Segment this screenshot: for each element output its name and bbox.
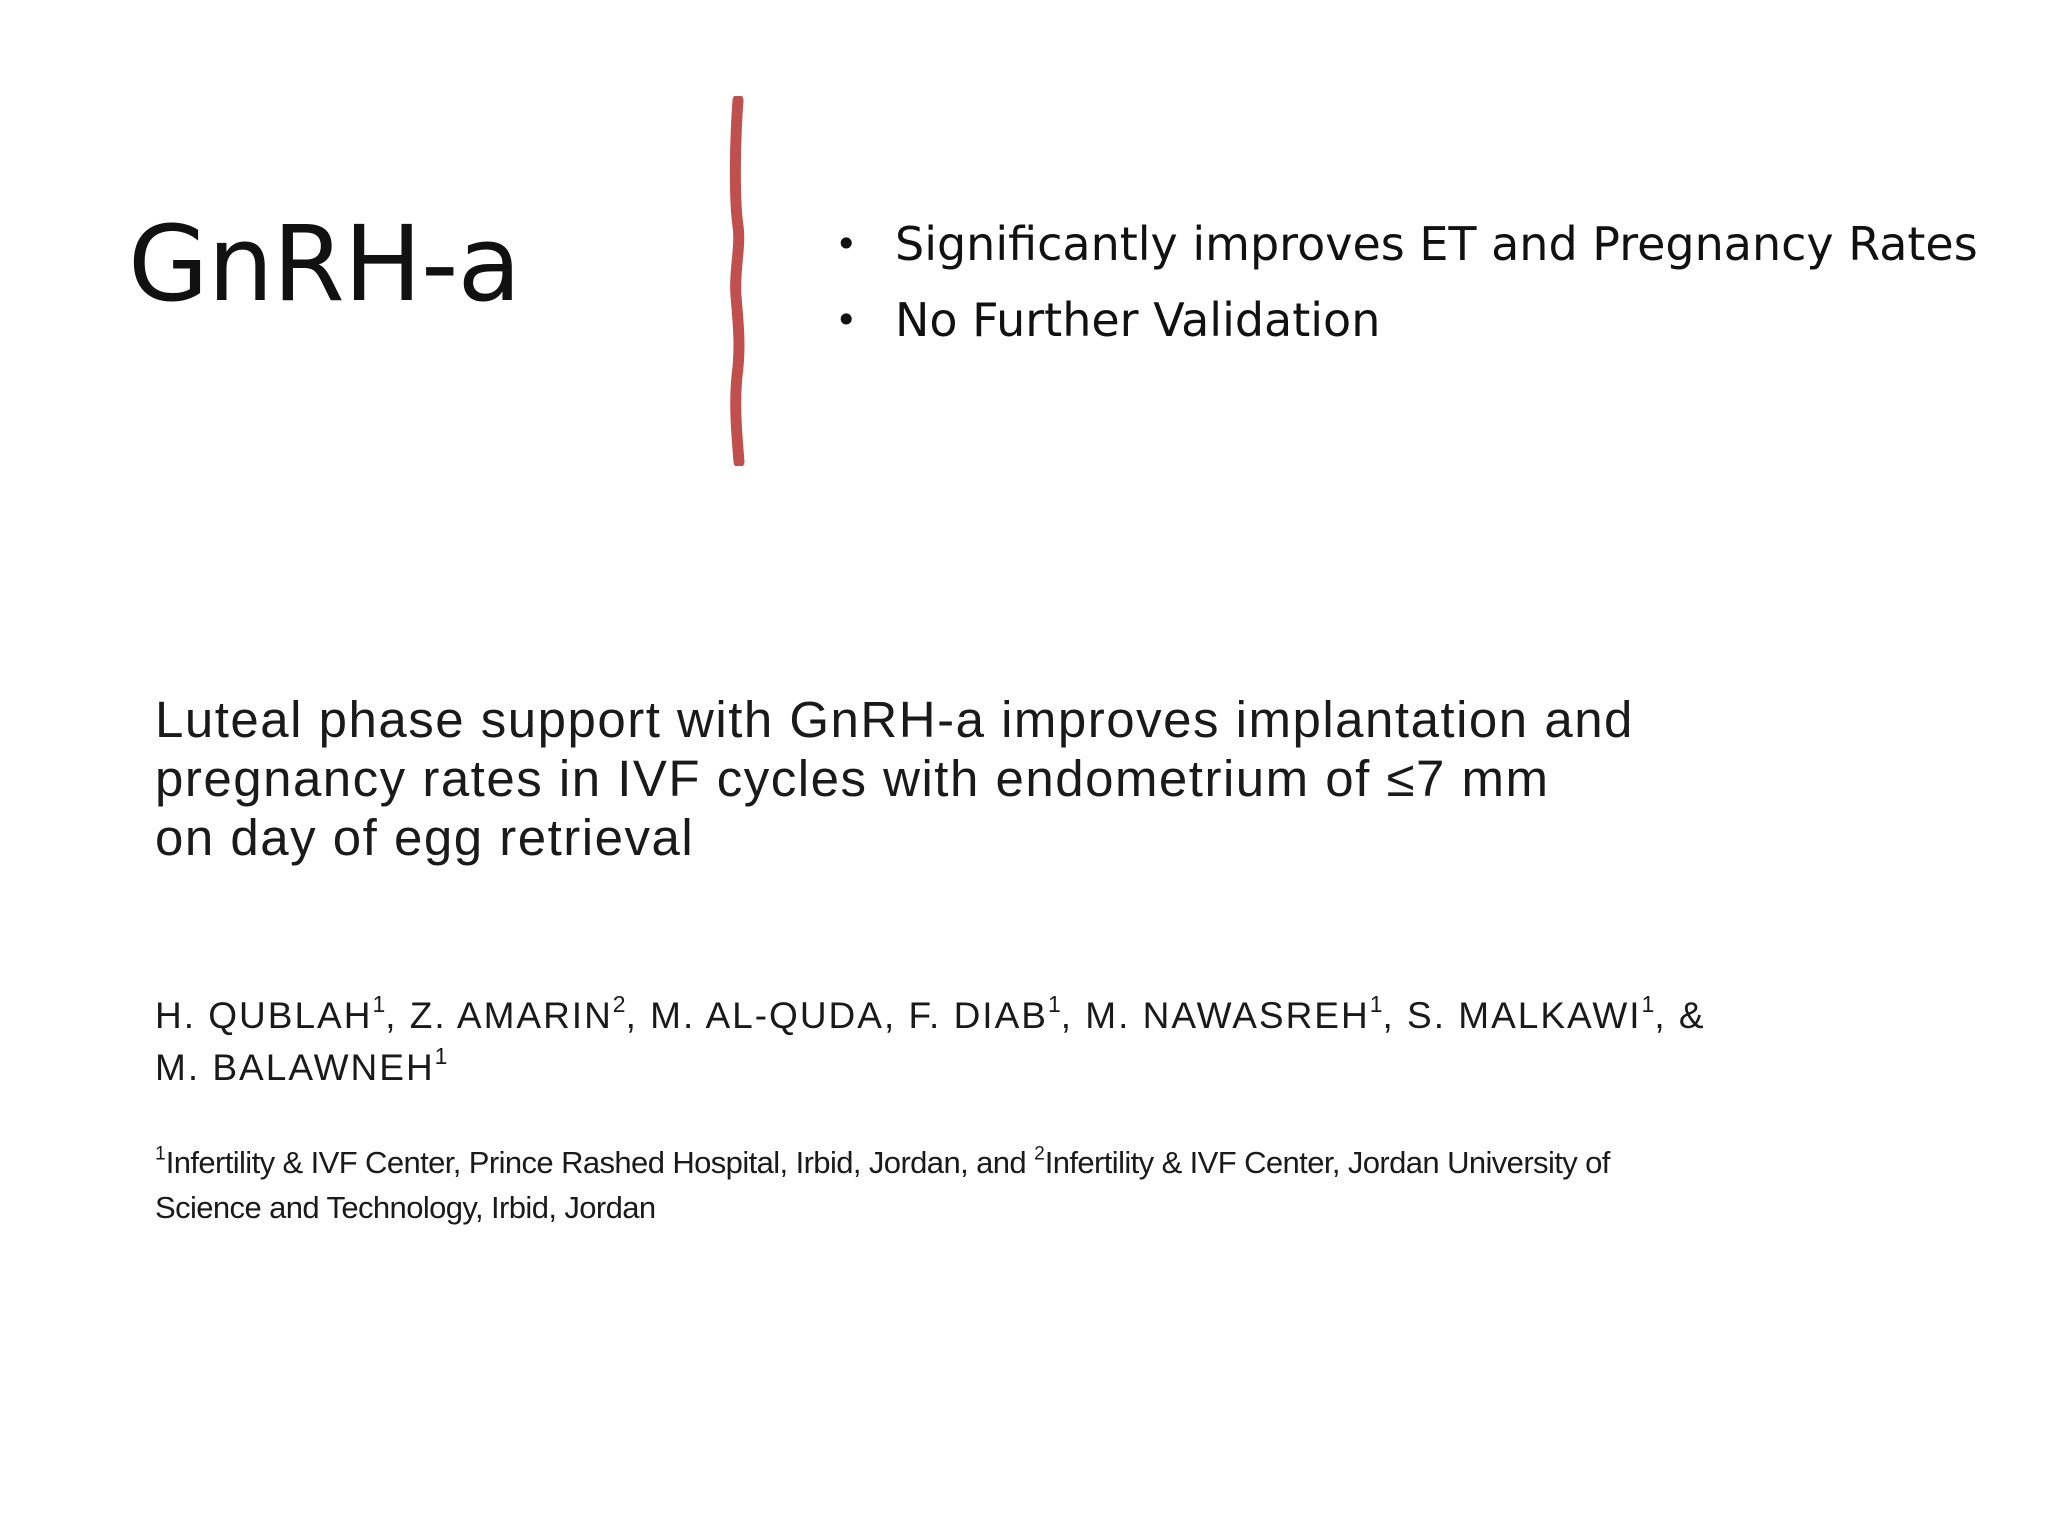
bullet-dot: • <box>835 298 858 342</box>
author-separator: , <box>1382 995 1408 1036</box>
author-separator: , <box>385 995 410 1036</box>
affiliation-text: Infertility & IVF Center, Jordan University of <box>1044 1145 1610 1180</box>
bullet-item <box>835 282 1978 358</box>
author-affiliation-marker: 1 <box>372 990 386 1017</box>
affiliation-line: Science and Technology, Irbid, Jordan <box>155 1190 656 1225</box>
author-line <box>155 1042 1935 1094</box>
affiliation-line <box>155 1140 1935 1185</box>
affiliation-marker: 1 <box>155 1143 166 1165</box>
paper-title-line: pregnancy rates in IVF cycles with endometrium of ≤7 mm <box>155 750 1550 807</box>
paper-title-line: on day of egg retrieval <box>155 809 695 866</box>
author-separator: , <box>883 995 909 1036</box>
author-name: S. MALKAWI <box>1407 995 1642 1036</box>
author-affiliation-marker: 1 <box>1047 990 1061 1017</box>
affiliation-marker: 2 <box>1034 1143 1045 1165</box>
author-affiliation-marker: 1 <box>1369 990 1383 1017</box>
bullet-dot: • <box>835 222 858 266</box>
author-name: M. AL-QUDA <box>650 995 884 1036</box>
author-name: M. NAWASREH <box>1085 995 1370 1036</box>
vertical-divider <box>725 96 751 466</box>
author-affiliation-marker: 1 <box>434 1042 448 1069</box>
author-name: F. DIAB <box>908 995 1048 1036</box>
author-list <box>155 990 1935 1094</box>
author-name: M. BALAWNEH <box>155 1047 435 1088</box>
paper-title <box>155 690 1855 867</box>
author-affiliation-marker: 2 <box>612 990 626 1017</box>
author-separator: , & <box>1654 995 1706 1036</box>
author-name: H. QUBLAH <box>155 995 373 1036</box>
author-separator: , <box>1060 995 1086 1036</box>
affiliation <box>155 1140 1935 1230</box>
author-separator: , <box>625 995 651 1036</box>
author-affiliation-marker: 1 <box>1641 990 1655 1017</box>
bullet-list <box>835 206 1978 358</box>
author-name: Z. AMARIN <box>409 995 613 1036</box>
bullet-text: No Further Validation <box>895 293 1381 347</box>
affiliation-text: Infertility & IVF Center, Prince Rashed Hospital, Irbid, Jordan, and <box>165 1145 1035 1180</box>
author-line <box>155 990 1935 1042</box>
slide-title: GnRH-a <box>128 203 521 325</box>
paper-title-line: Luteal phase support with GnRH-a improves implantation and <box>155 691 1634 748</box>
bullet-item <box>835 206 1978 282</box>
bullet-text: Significantly improves ET and Pregnancy Rates <box>895 217 1978 271</box>
